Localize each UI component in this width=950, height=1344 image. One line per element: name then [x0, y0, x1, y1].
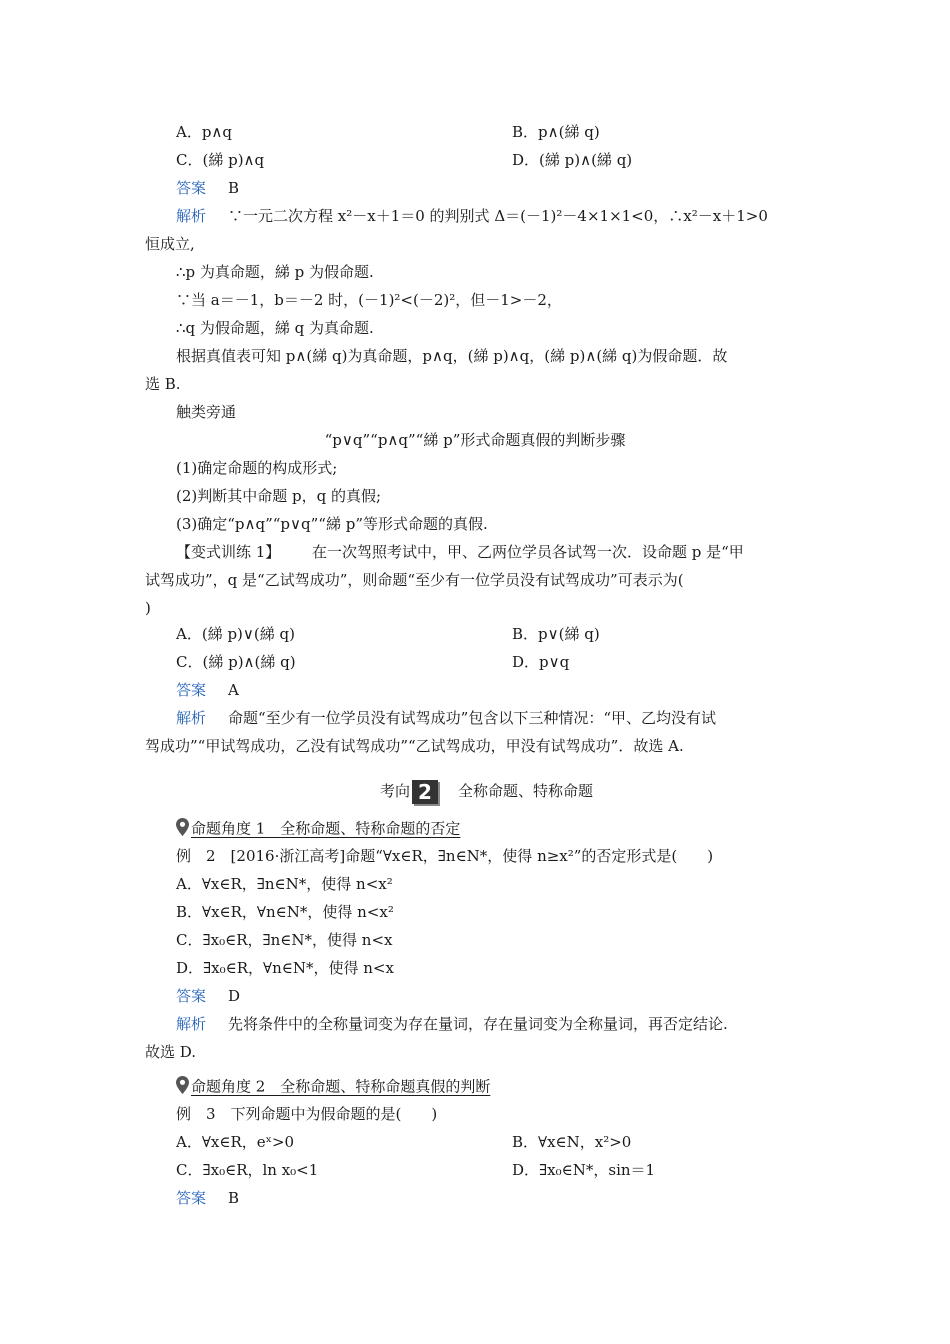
option-a: A．∀x∈R，∃n∈N*，使得 n<x²: [176, 875, 393, 893]
angle-heading: [176, 1076, 490, 1099]
option-a: A．p∧q: [176, 123, 233, 141]
variant-question-line: 试驾成功”，q 是“乙试驾成功”，则命题“至少有一位学员没有试驾成功”可表示为(: [145, 571, 684, 589]
answer-label: 答案: [176, 987, 207, 1005]
tip-step: (3)确定“p∧q”“p∨q”“綈 p”等形式命题的真假.: [176, 515, 488, 533]
variant-label: 【变式训练 1】: [176, 543, 281, 561]
section-prefix: 考向: [380, 782, 411, 800]
option-b: B．∀x∈N，x²>0: [512, 1133, 632, 1151]
answer-label: 答案: [176, 179, 207, 197]
option-c: C．∃x₀∈R，∃n∈N*，使得 n<x: [176, 931, 393, 949]
option-d: D．∃x₀∈N*，sin＝1: [512, 1161, 656, 1179]
analysis-line: ∴q 为假命题，綈 q 为真命题.: [176, 319, 374, 337]
answer-label: 答案: [176, 681, 207, 699]
answer-value: D: [228, 987, 241, 1005]
analysis-line: ∵一元二次方程 x²－x＋1＝0 的判别式 Δ＝(－1)²－4×1×1<0，∴x²－x＋1>0: [228, 207, 768, 225]
section-heading: [380, 778, 593, 804]
analysis-line: 恒成立,: [145, 235, 195, 253]
option-a: A．∀x∈R，eˣ>0: [176, 1133, 295, 1151]
analysis-line: 驾成功”“甲试驾成功，乙没有试驾成功”“乙试驾成功，甲没有试驾成功”．故选 A.: [145, 737, 684, 755]
option-c: C．∃x₀∈R，ln x₀<1: [176, 1161, 319, 1179]
answer-value: B: [228, 179, 240, 197]
angle-title: 命题角度 1 全称命题、特称命题的否定: [191, 819, 461, 838]
option-c: C．(綈 p)∧(綈 q): [176, 653, 296, 671]
answer-value: A: [228, 681, 239, 699]
variant-question-line: 在一次驾照考试中，甲、乙两位学员各试驾一次．设命题 p 是“甲: [312, 543, 744, 561]
tip-step: (1)确定命题的构成形式;: [176, 459, 338, 477]
analysis-line: 根据真值表可知 p∧(綈 q)为真命题，p∧q，(綈 p)∧q，(綈 p)∧(綈 q)为假命题．故: [176, 347, 728, 365]
section-number-badge: 2: [412, 780, 438, 804]
variant-question-line: ): [145, 599, 151, 617]
analysis-label: 解析: [176, 207, 207, 225]
option-c: C．(綈 p)∧q: [176, 151, 265, 169]
analysis-label: 解析: [176, 1015, 207, 1033]
option-d: D．∃x₀∈R，∀n∈N*，使得 n<x: [176, 959, 394, 977]
answer-value: B: [228, 1189, 240, 1207]
tip-step: (2)判断其中命题 p，q 的真假;: [176, 487, 382, 505]
tip-heading: 触类旁通: [176, 403, 237, 421]
analysis-label: 解析: [176, 709, 207, 727]
analysis-line: 命题“至少有一位学员没有试驾成功”包含以下三种情况：“甲、乙均没有试: [228, 709, 717, 727]
analysis-line: 选 B.: [145, 375, 181, 393]
option-b: B．p∧(綈 q): [512, 123, 600, 141]
option-a: A．(綈 p)∨(綈 q): [176, 625, 295, 643]
option-d: D．(綈 p)∧(綈 q): [512, 151, 633, 169]
angle-title: 命题角度 2 全称命题、特称命题真假的判断: [191, 1077, 491, 1096]
analysis-line: ∴p 为真命题，綈 p 为假命题.: [176, 263, 374, 281]
option-b: B．p∨(綈 q): [512, 625, 600, 643]
location-pin-icon: [176, 1076, 189, 1099]
analysis-line: 故选 D.: [145, 1043, 197, 1061]
analysis-line: ∵当 a＝－1，b＝－2 时，(－1)²<(－2)²，但－1>－2，: [176, 291, 562, 309]
answer-label: 答案: [176, 1189, 207, 1207]
section-title: 全称命题、特称命题: [458, 782, 594, 800]
option-d: D．p∨q: [512, 653, 570, 671]
option-b: B．∀x∈R，∀n∈N*，使得 n<x²: [176, 903, 394, 921]
angle-heading: [176, 818, 460, 841]
example-question: 例 2 [2016·浙江高考]命题“∀x∈R，∃n∈N*，使得 n≥x²”的否定形式是( ): [176, 847, 714, 865]
location-pin-icon: [176, 818, 189, 841]
example-question: 例 3 下列命题中为假命题的是( ): [176, 1105, 438, 1123]
tip-title: “p∨q”“p∧q”“綈 p”形式命题真假的判断步骤: [324, 431, 626, 449]
analysis-line: 先将条件中的全称量词变为存在量词，存在量词变为全称量词，再否定结论.: [228, 1015, 728, 1033]
